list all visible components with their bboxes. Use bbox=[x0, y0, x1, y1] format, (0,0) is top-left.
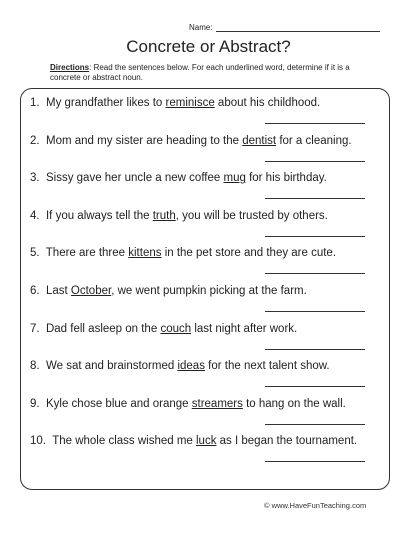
sentence-before: If you always tell the bbox=[45, 209, 153, 222]
question-item bbox=[30, 322, 385, 358]
question-item bbox=[30, 171, 385, 207]
underlined-noun: streamers bbox=[191, 397, 243, 410]
question-item bbox=[30, 434, 385, 470]
underlined-noun: truth bbox=[152, 209, 176, 222]
question-item bbox=[30, 134, 385, 170]
underlined-noun: dentist bbox=[242, 134, 277, 147]
question-number: 7. bbox=[30, 322, 40, 335]
underlined-noun: couch bbox=[160, 322, 192, 335]
sentence-after: as I began the tournament. bbox=[216, 435, 358, 448]
sentence-before: Sissy gave her uncle a new coffee bbox=[45, 172, 224, 185]
sentence-after: last night after work. bbox=[191, 322, 298, 335]
sentence-after: , we went pumpkin picking at the farm. bbox=[111, 285, 307, 297]
directions-text: : Read the sentences below. For each underlined word, determine if it is a concrete or abstract noun. bbox=[50, 63, 350, 82]
question-number: 3. bbox=[30, 172, 40, 185]
sentence-before: Dad fell asleep on the bbox=[45, 322, 161, 335]
sentence-before: Mom and my sister are heading to the bbox=[45, 134, 243, 147]
question-item bbox=[30, 246, 385, 282]
sentence-after: about his childhood. bbox=[214, 97, 321, 109]
question-item bbox=[30, 96, 385, 132]
sentence-after: for the next talent show. bbox=[204, 360, 330, 373]
sentence-before: Last bbox=[45, 285, 71, 297]
question-sentence bbox=[30, 171, 385, 185]
question-sentence bbox=[30, 397, 385, 411]
sentence-before: The whole class wished me bbox=[52, 435, 196, 448]
question-sentence bbox=[30, 284, 385, 298]
question-number: 1. bbox=[30, 97, 40, 109]
question-number: 2. bbox=[30, 134, 40, 147]
underlined-noun: October bbox=[70, 285, 112, 297]
underlined-noun: ideas bbox=[177, 360, 205, 373]
question-number: 8. bbox=[30, 360, 40, 373]
directions bbox=[50, 63, 380, 83]
question-number: 9. bbox=[30, 397, 40, 410]
question-number: 6. bbox=[30, 285, 40, 297]
copyright-footer: © www.HaveFunTeaching.com bbox=[264, 501, 367, 510]
question-item bbox=[30, 359, 385, 395]
question-number: 4. bbox=[30, 209, 40, 222]
answer-line[interactable] bbox=[265, 161, 365, 162]
answer-line[interactable] bbox=[265, 311, 365, 312]
underlined-noun: kittens bbox=[128, 247, 162, 260]
question-sentence bbox=[30, 359, 385, 373]
question-sentence bbox=[30, 209, 385, 223]
name-row bbox=[189, 22, 380, 32]
sentence-before: My grandfather likes to bbox=[45, 97, 166, 109]
underlined-noun: reminisce bbox=[165, 97, 215, 109]
sentence-after: in the pet store and they are cute. bbox=[161, 247, 337, 260]
answer-line[interactable] bbox=[265, 349, 365, 350]
answer-line[interactable] bbox=[265, 424, 365, 425]
sentence-after: , you will be trusted by others. bbox=[175, 209, 328, 222]
name-label: Name: bbox=[189, 23, 213, 32]
question-item bbox=[30, 209, 385, 245]
answer-line[interactable] bbox=[265, 461, 365, 462]
sentence-before: There are three bbox=[45, 247, 129, 260]
question-sentence bbox=[30, 134, 385, 148]
worksheet-title: Concrete or Abstract? bbox=[126, 37, 291, 56]
question-number: 10. bbox=[30, 435, 46, 448]
question-number: 5. bbox=[30, 247, 40, 260]
sentence-before: Kyle chose blue and orange bbox=[45, 397, 192, 410]
question-sentence bbox=[30, 96, 385, 110]
sentence-after: to hang on the wall. bbox=[242, 397, 346, 410]
answer-line[interactable] bbox=[265, 386, 365, 387]
sentence-before: We sat and brainstormed bbox=[45, 360, 178, 373]
answer-line[interactable] bbox=[265, 273, 365, 274]
answer-line[interactable] bbox=[265, 198, 365, 199]
name-field[interactable] bbox=[216, 22, 380, 32]
directions-label: Directions bbox=[50, 63, 90, 72]
answer-line[interactable] bbox=[265, 123, 365, 124]
question-sentence bbox=[30, 246, 385, 260]
underlined-noun: mug bbox=[223, 172, 246, 185]
question-item bbox=[30, 397, 385, 433]
question-item bbox=[30, 284, 385, 320]
underlined-noun: luck bbox=[196, 435, 217, 448]
sentence-after: for a cleaning. bbox=[276, 134, 352, 147]
answer-line[interactable] bbox=[265, 236, 365, 237]
question-sentence bbox=[30, 434, 385, 448]
sentence-after: for his birthday. bbox=[245, 172, 327, 185]
question-sentence bbox=[30, 322, 385, 336]
